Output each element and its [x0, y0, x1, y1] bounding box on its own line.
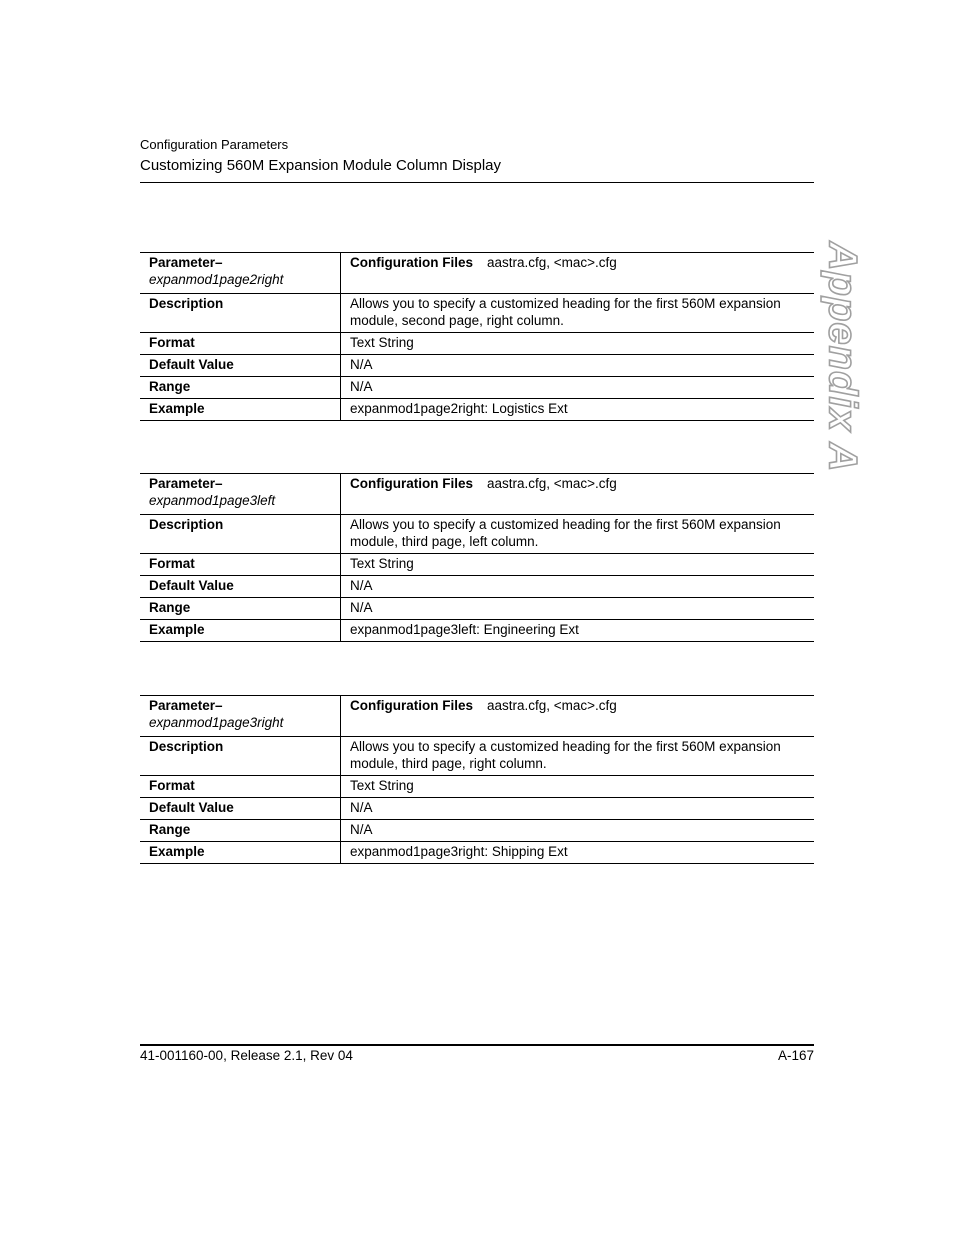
appendix-side-tab [820, 241, 865, 473]
row-value: Text String [341, 554, 815, 576]
parameter-table-expanmod1page3left [140, 473, 814, 642]
table-row [140, 333, 814, 355]
table-row [140, 294, 814, 333]
config-files-label: Configuration Files [350, 698, 473, 713]
table-row [140, 620, 814, 642]
parameter-label: Parameter– [149, 476, 223, 491]
row-value: N/A [341, 355, 815, 377]
row-value: Allows you to specify a customized heading for the first 560M expansion module, second page, right column. [341, 294, 815, 333]
parameter-table-expanmod1page3right [140, 695, 814, 864]
running-header-section: Configuration Parameters [140, 137, 289, 152]
config-files-cell [341, 696, 815, 737]
parameter-cell [140, 696, 341, 737]
parameter-name: expanmod1page2right [149, 272, 284, 287]
row-label: Default Value [140, 355, 341, 377]
table-row [140, 737, 814, 776]
table-row [140, 842, 814, 864]
running-header-title: Customizing 560M Expansion Module Column Display [140, 157, 502, 174]
row-value: Text String [341, 333, 815, 355]
table-row [140, 696, 814, 737]
row-label: Description [140, 294, 341, 333]
parameter-name: expanmod1page3left [149, 493, 276, 508]
config-files-label: Configuration Files [350, 255, 473, 270]
table-row [140, 798, 814, 820]
row-value: N/A [341, 820, 815, 842]
row-label: Range [140, 598, 341, 620]
table-row [140, 598, 814, 620]
row-label: Example [140, 620, 341, 642]
config-files-cell [341, 474, 815, 515]
row-label: Range [140, 377, 341, 399]
row-label: Format [140, 554, 341, 576]
row-value: N/A [341, 598, 815, 620]
row-label: Default Value [140, 576, 341, 598]
parameter-cell [140, 253, 341, 294]
row-value: Text String [341, 776, 815, 798]
footer-doc-id: 41-001160-00, Release 2.1, Rev 04 [140, 1048, 353, 1063]
row-label: Format [140, 776, 341, 798]
footer-page-number: A-167 [777, 1048, 814, 1063]
table-row [140, 355, 814, 377]
table-row [140, 776, 814, 798]
footer-divider [140, 1044, 814, 1046]
row-label: Example [140, 842, 341, 864]
table-row [140, 820, 814, 842]
row-label: Description [140, 737, 341, 776]
config-files-label: Configuration Files [350, 476, 473, 491]
table-row [140, 576, 814, 598]
table-row [140, 377, 814, 399]
parameter-table-expanmod1page2right [140, 252, 814, 421]
row-value: N/A [341, 576, 815, 598]
config-files-value: aastra.cfg, <mac>.cfg [487, 698, 617, 713]
row-value: expanmod1page2right: Logistics Ext [341, 399, 815, 421]
parameter-cell [140, 474, 341, 515]
config-files-value: aastra.cfg, <mac>.cfg [487, 476, 617, 491]
row-value: expanmod1page3left: Engineering Ext [341, 620, 815, 642]
row-value: Allows you to specify a customized heading for the first 560M expansion module, third page, right column. [341, 737, 815, 776]
header-divider [140, 182, 814, 183]
row-label: Default Value [140, 798, 341, 820]
row-label: Format [140, 333, 341, 355]
table-row [140, 399, 814, 421]
parameter-label: Parameter– [149, 698, 223, 713]
config-files-cell [341, 253, 815, 294]
table-row [140, 515, 814, 554]
row-label: Description [140, 515, 341, 554]
row-label: Range [140, 820, 341, 842]
parameter-name: expanmod1page3right [149, 715, 284, 730]
table-row [140, 253, 814, 294]
row-label: Example [140, 399, 341, 421]
row-value: Allows you to specify a customized heading for the first 560M expansion module, third page, left column. [341, 515, 815, 554]
row-value: N/A [341, 798, 815, 820]
row-value: N/A [341, 377, 815, 399]
parameter-label: Parameter– [149, 255, 223, 270]
row-value: expanmod1page3right: Shipping Ext [341, 842, 815, 864]
table-row [140, 554, 814, 576]
table-row [140, 474, 814, 515]
appendix-side-tab-label: Appendix A [820, 241, 865, 473]
config-files-value: aastra.cfg, <mac>.cfg [487, 255, 617, 270]
